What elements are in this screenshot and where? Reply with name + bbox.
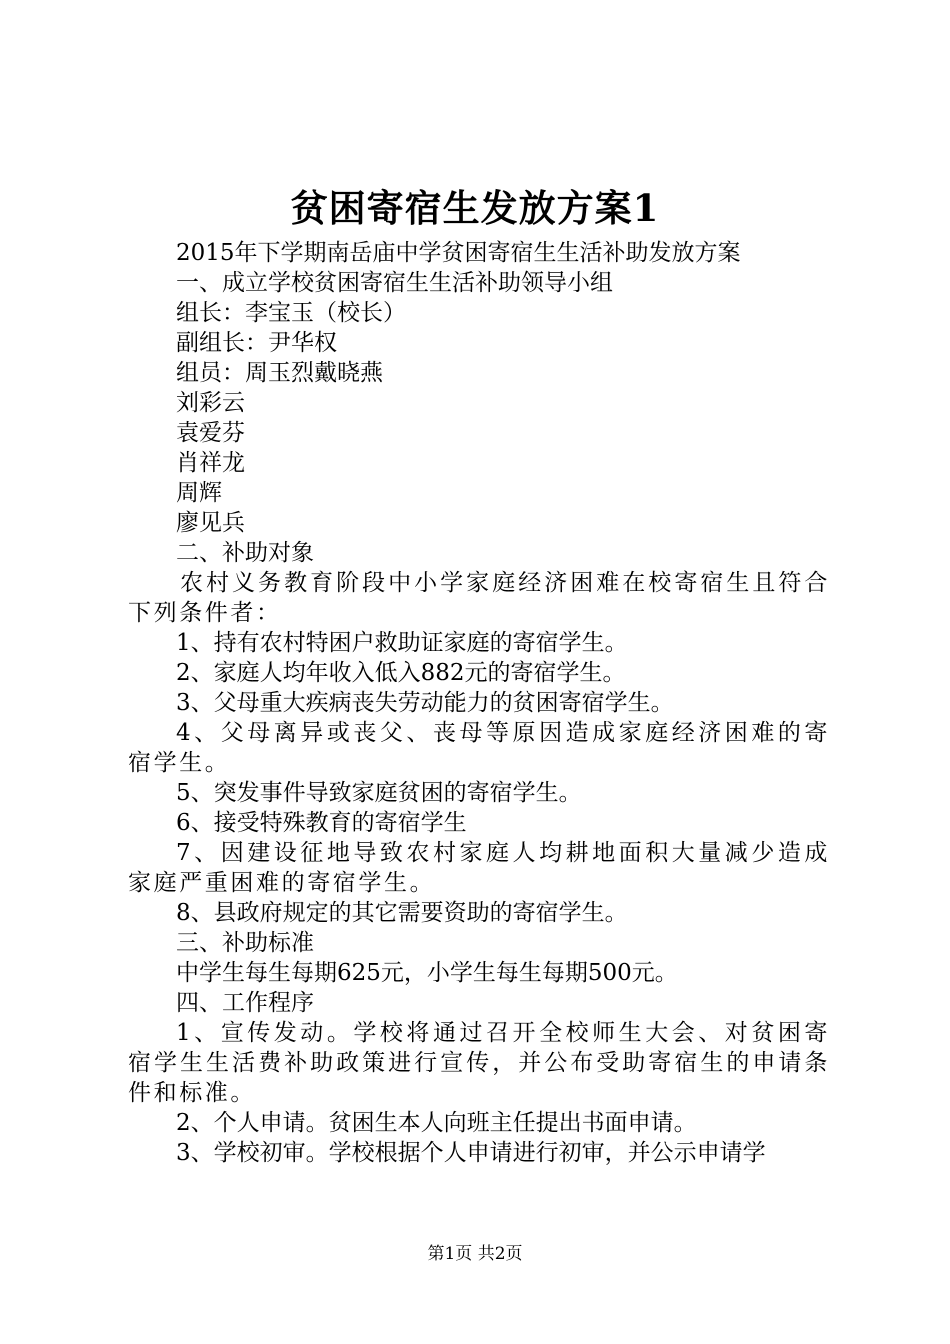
paragraph-deputy-leader: 副组长：尹华权 <box>176 330 337 356</box>
paragraph-member-name: 廖见兵 <box>176 510 245 536</box>
page-title: 贫困寄宿生发放方案1 <box>290 186 660 230</box>
paragraph-section-2-heading: 二、补助对象 <box>176 540 314 566</box>
paragraph-condition-7: 7、因建设征地导致农村家庭人均耕地面积大量减少造成家庭严重困难的寄宿学生。 <box>128 840 830 896</box>
paragraph-member-name: 刘彩云 <box>176 390 245 416</box>
document-body <box>128 238 830 1168</box>
paragraph-condition-5: 5、突发事件导致家庭贫困的寄宿学生。 <box>176 780 582 806</box>
page-footer: 第1页 共2页 <box>427 1244 523 1264</box>
paragraph-member-name: 周辉 <box>176 480 222 506</box>
paragraph-member-name: 袁爱芬 <box>176 420 245 446</box>
paragraph-member-name: 肖祥龙 <box>176 450 245 476</box>
paragraph-condition-3: 3、父母重大疾病丧失劳动能力的贫困寄宿学生。 <box>176 690 674 716</box>
paragraph-condition-8: 8、县政府规定的其它需要资助的寄宿学生。 <box>176 900 628 926</box>
paragraph-condition-4: 4、父母离异或丧父、丧母等原因造成家庭经济困难的寄宿学生。 <box>128 720 830 776</box>
paragraph-procedure-3: 3、学校初审。学校根据个人申请进行初审，并公示申请学 <box>176 1140 766 1166</box>
paragraph-section-3-heading: 三、补助标准 <box>176 930 314 956</box>
paragraph-leader: 组长：李宝玉（校长） <box>176 300 406 326</box>
paragraph-members: 组员：周玉烈戴晓燕 <box>176 360 383 386</box>
paragraph-subsidy-standard: 中学生每生每期625元，小学生每生每期500元。 <box>176 960 678 986</box>
paragraph-section-4-heading: 四、工作程序 <box>176 990 314 1016</box>
paragraph-condition-6: 6、接受特殊教育的寄宿学生 <box>176 810 467 836</box>
paragraph-section-1-heading: 一、成立学校贫困寄宿生生活补助领导小组 <box>176 270 613 296</box>
paragraph-eligibility-intro: 农村义务教育阶段中小学家庭经济困难在校寄宿生且符合下列条件者： <box>128 570 830 626</box>
paragraph-procedure-1: 1、宣传发动。学校将通过召开全校师生大会、对贫困寄宿学生生活费补助政策进行宣传，并公布受助寄宿生的申请条件和标准。 <box>128 1020 830 1106</box>
paragraph-subtitle: 2015年下学期南岳庙中学贫困寄宿生生活补助发放方案 <box>176 240 741 266</box>
paragraph-condition-2: 2、家庭人均年收入低入882元的寄宿学生。 <box>176 660 626 686</box>
paragraph-procedure-2: 2、个人申请。贫困生本人向班主任提出书面申请。 <box>176 1110 697 1136</box>
paragraph-condition-1: 1、持有农村特困户救助证家庭的寄宿学生。 <box>176 630 628 656</box>
